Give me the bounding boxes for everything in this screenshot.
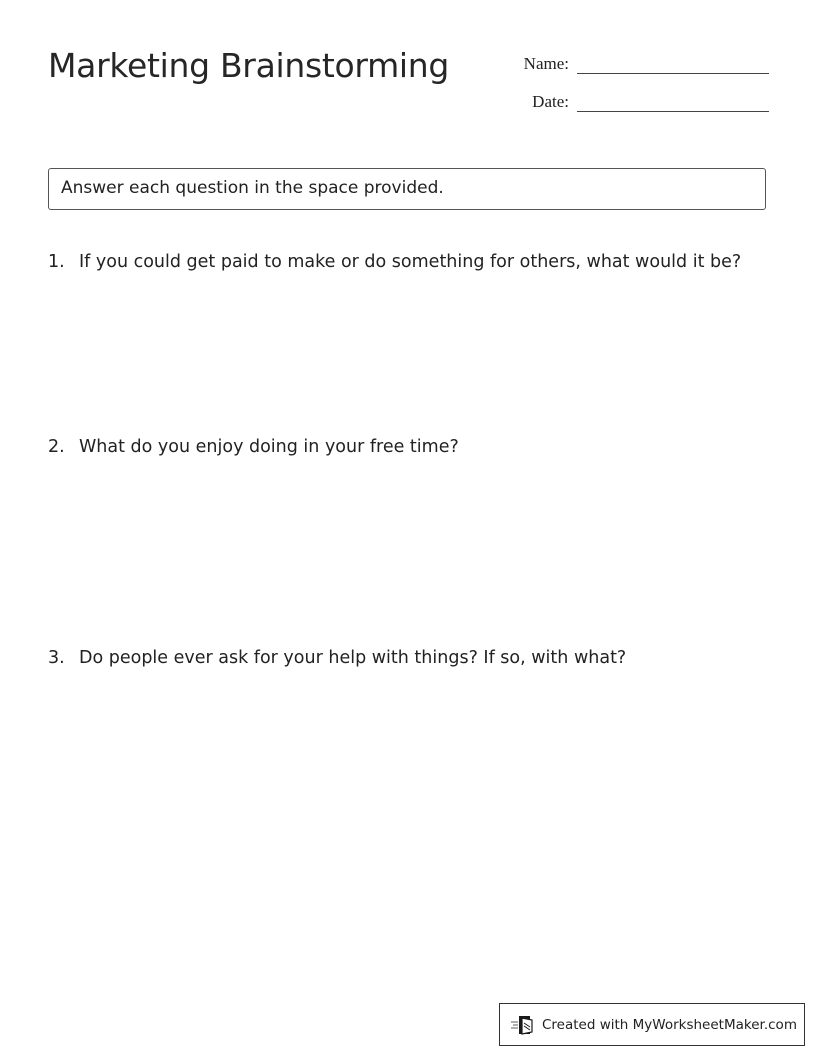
question-number: 3. <box>48 648 65 668</box>
question-number: 1. <box>48 252 65 272</box>
worksheet-title: Marketing Brainstorming <box>48 46 450 85</box>
question-3 <box>48 648 626 668</box>
question-2 <box>48 437 459 457</box>
question-number: 2. <box>48 437 65 457</box>
date-field <box>509 92 769 112</box>
worksheet-logo-icon <box>510 1014 536 1036</box>
question-text: Do people ever ask for your help with things? If so, with what? <box>79 648 627 668</box>
question-text: What do you enjoy doing in your free time? <box>79 437 459 457</box>
date-blank-line <box>577 97 769 112</box>
footer-text: Created with MyWorksheetMaker.com <box>542 1016 797 1033</box>
name-field <box>509 54 769 74</box>
question-text: If you could get paid to make or do something for others, what would it be? <box>79 252 742 272</box>
name-blank-line <box>577 59 769 74</box>
name-label: Name: <box>523 54 569 73</box>
question-1 <box>48 252 741 272</box>
footer-credit[interactable] <box>499 1003 805 1046</box>
instructions-box: Answer each question in the space provided. <box>48 168 766 210</box>
date-label: Date: <box>532 92 569 111</box>
